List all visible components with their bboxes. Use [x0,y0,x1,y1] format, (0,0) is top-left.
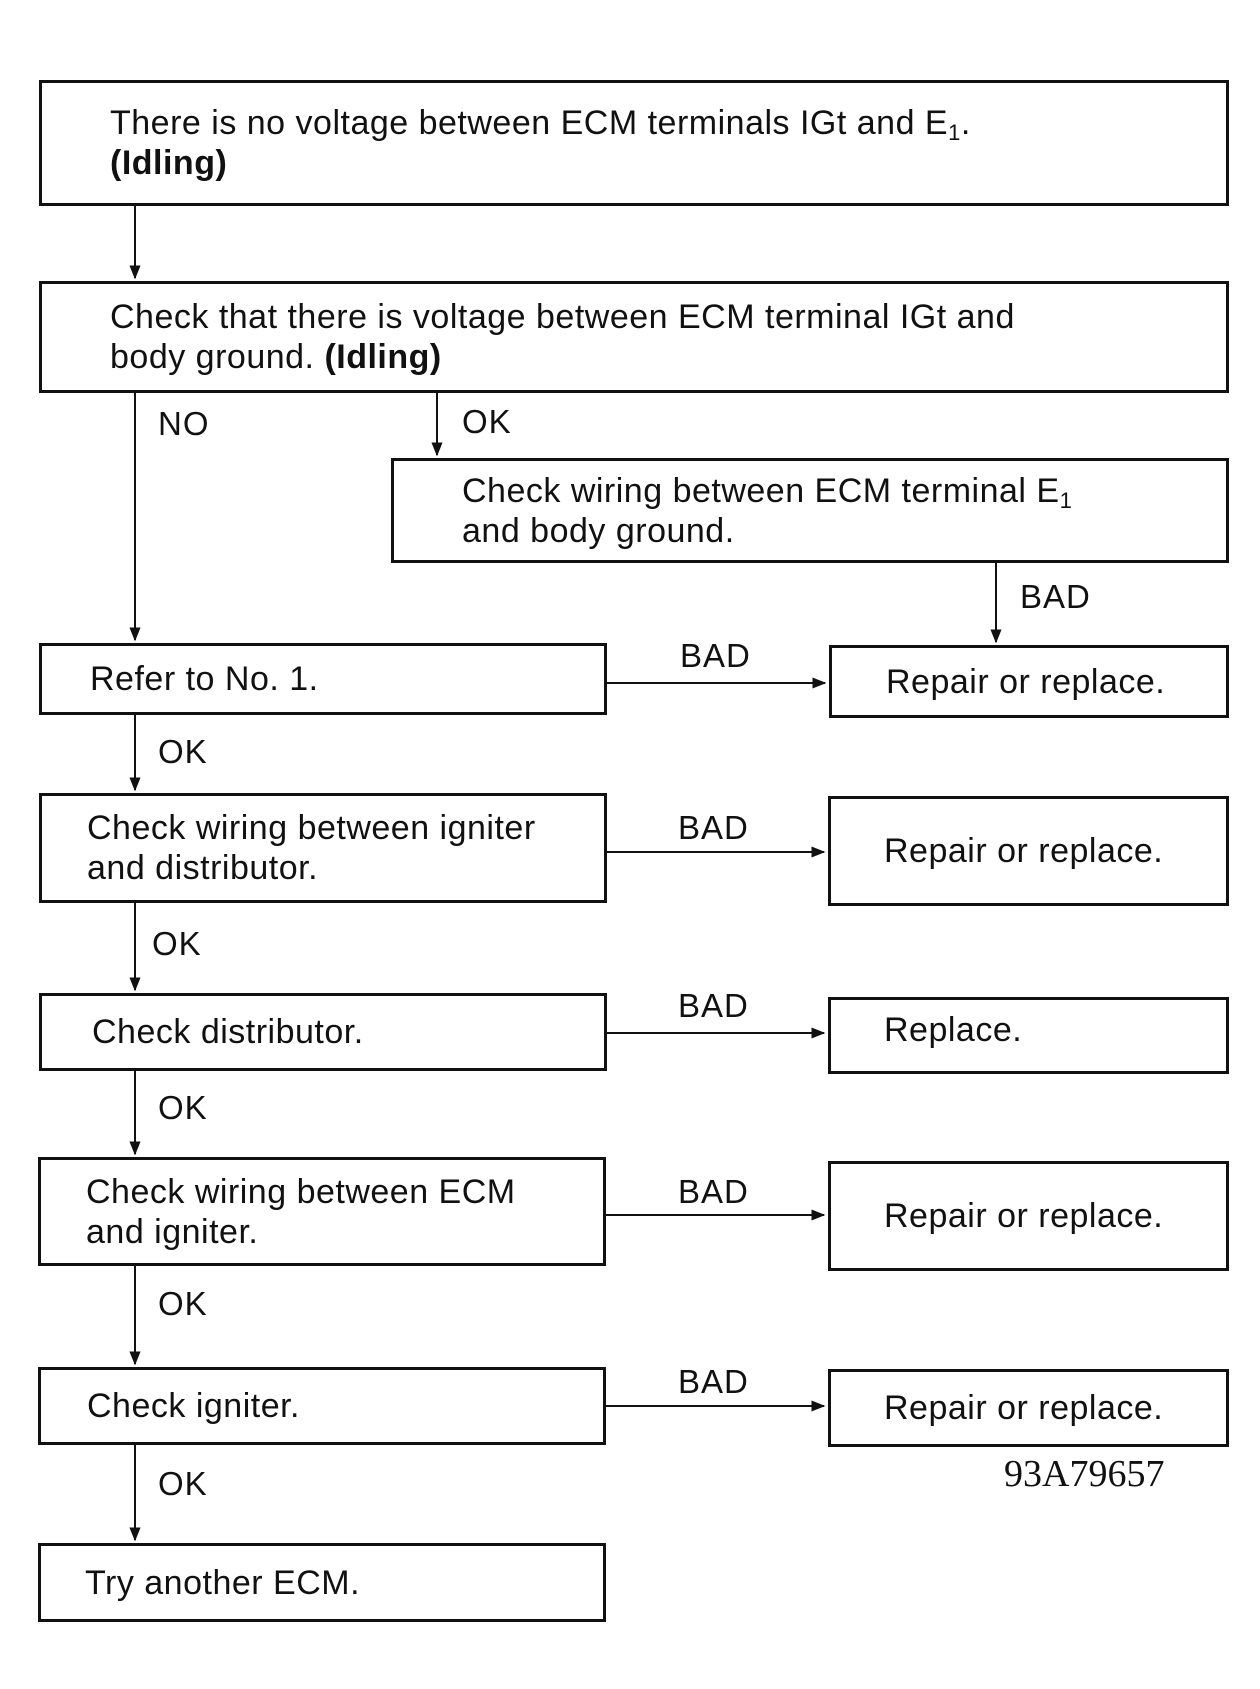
node-check-wiring-igniter-dist-line2: and distributor. [87,849,319,887]
node-repair-3-text: Repair or replace. [884,1197,1164,1235]
node-refer-no1 [39,643,607,715]
edge-label-ok-e1: OK [462,403,512,440]
edge-label-bad-distributor: BAD [678,987,749,1024]
edge-label-ok-igniter: OK [158,1465,208,1502]
edge-label-bad-refer: BAD [680,637,751,674]
node-check-wiring-ecm-igniter [38,1157,606,1266]
edge-label-bad-igniter: BAD [678,1363,749,1400]
node-check-igniter [38,1367,606,1445]
node-check-wiring-e1-line1 [462,471,1226,511]
edge-label-ok-distributor: OK [158,1089,208,1126]
edge-label-ok-ecm-igniter: OK [158,1285,208,1322]
node-check-voltage-line1: Check that there is voltage between ECM terminal IGt and [110,298,1015,336]
node-repair-4-text: Repair or replace. [884,1389,1164,1427]
edge-label-bad-e1: BAD [1020,578,1091,615]
node-repair-2 [828,796,1229,906]
node-start-bold: (Idling) [110,144,228,182]
node-start [39,80,1229,206]
node-replace [828,997,1229,1074]
node-repair-2-text: Repair or replace. [884,832,1164,870]
node-check-wiring-e1 [391,458,1229,563]
node-check-wiring-igniter-dist [39,793,607,903]
edge-label-bad-ecm-igniter: BAD [678,1173,749,1210]
node-check-distributor [39,993,607,1071]
node-repair-3 [828,1161,1229,1271]
node-check-wiring-e1-line2: and body ground. [462,511,735,550]
node-check-wiring-ecm-igniter-line2: and igniter. [86,1212,259,1251]
node-check-wiring-e1-text: Check wiring between ECM terminal E [462,471,1060,510]
node-check-wiring-ecm-igniter-line1: Check wiring between ECM [86,1172,516,1211]
node-start-line1 [110,103,1226,143]
node-try-another-ecm [38,1543,606,1622]
edge-label-bad-igniter-dist: BAD [678,809,749,846]
node-repair-1 [829,645,1229,718]
node-start-sub: 1 [948,120,961,145]
node-start-suffix: . [960,104,971,142]
figure-code: 93A79657 [1004,1453,1165,1495]
node-check-voltage-bold: (Idling) [324,338,442,376]
edge-label-no: NO [158,405,210,442]
node-repair-1-text: Repair or replace. [886,662,1166,701]
node-refer-no1-text: Refer to No. 1. [90,660,319,698]
node-check-voltage [39,281,1229,393]
edge-label-ok-igniter-dist: OK [152,925,202,962]
node-repair-4 [828,1369,1229,1447]
node-start-text: There is no voltage between ECM terminals IGt and E [110,104,949,142]
node-check-distributor-text: Check distributor. [92,1013,364,1051]
node-try-another-ecm-text: Try another ECM. [85,1563,361,1602]
node-replace-text: Replace. [884,1011,1023,1049]
node-check-wiring-e1-sub: 1 [1059,487,1073,513]
node-check-voltage-line2-text: body ground. [110,338,315,376]
edge-label-ok-refer: OK [158,733,208,770]
node-check-wiring-igniter-dist-line1: Check wiring between igniter [87,809,536,847]
node-check-voltage-line2 [110,337,1226,377]
node-check-igniter-text: Check igniter. [87,1387,300,1425]
